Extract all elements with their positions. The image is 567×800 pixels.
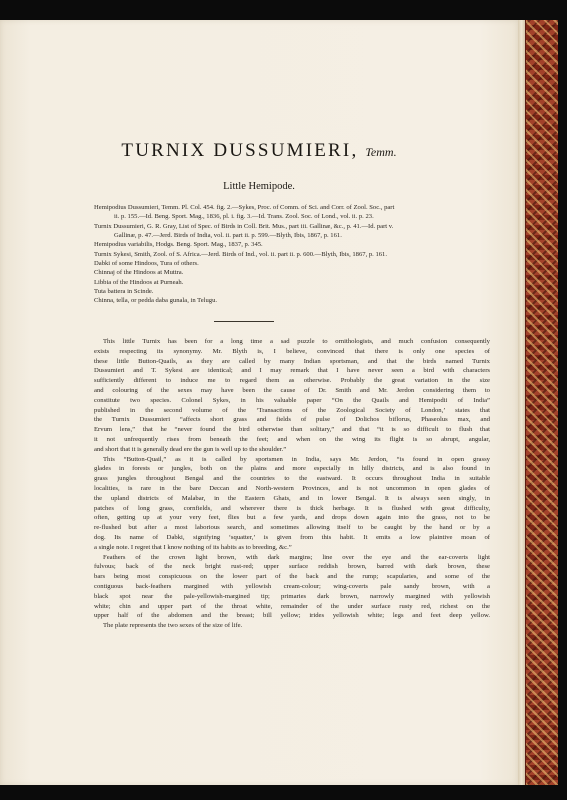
text-line: re-flushed but after a most laborious search, and sometimes allowing itself to be caught by the hand or by a — [94, 524, 490, 532]
text-line: the upland districts of Malabar, in the Eastern Ghats, and in lower Bengal. It is always seen singly, in — [94, 494, 490, 502]
section-divider — [214, 321, 274, 322]
text-line: contiguous back-feathers margined with yellowish cream-colour; wing-coverts pale sandy brown, with a — [94, 582, 490, 590]
text-line: grass jungles throughout Bengal and the countries to the eastward. It occurs throughout India in suitable — [94, 475, 490, 483]
text-line: black spot near the pale-yellowish-margined tip; primaries dark brown, narrowly margined with yellowish — [94, 592, 490, 600]
text-line: constitute two species. Colonel Sykes, in his valuable paper “On the Quails and Hemipodii of India” — [94, 396, 490, 404]
text-line: This “Button-Quail,” as it is called by sportsmen in India, says Mr. Jerdon, “is found in open grassy — [103, 455, 490, 463]
species-name: TURNIX DUSSUMIERI, — [121, 140, 359, 161]
text-line: and short that it is generally dead ere the gun is well up to the shoulder.” — [94, 445, 287, 453]
body-text — [94, 337, 490, 631]
text-line: often, getting up at your very feet, flies but a few yards, and drops down again into the grass, not to be — [94, 514, 490, 522]
synonymy-entry: Hemipodius Dussumieri, Temm. Pl. Col. 454. fig. 2.—Sykes, Proc. of Comm. of Sci. and Corr. of Zool. Soc., part — [94, 204, 395, 211]
text-line: Dussumieri and T. Sykesi are identical; and I may remark that I have never seen a bird with characters — [94, 367, 490, 375]
text-line: patches of long grass, cornfields, and wherever there is thick herbage. It is flushed with great difficulty, — [94, 504, 490, 512]
synonymy-entry: Chinna, tella, or pedda daba gunala, in Telugu. — [94, 297, 218, 305]
synonymy-entry: Libbia of the Hindoos at Purneah. — [94, 278, 184, 286]
synonymy-entry: Dabki of some Hindoos, Tura of others. — [94, 260, 199, 268]
synonymy-entry: Chinnaj of the Hindoos at Muttra. — [94, 269, 184, 277]
text-line: dog. Its name of Dabki, signifying ‘squatter,’ is given from this habit. It emits a low plaintive moan of — [94, 533, 490, 541]
text-line: sufficiently different to induce me to regard them as otherwise. Probably the great variation in the size — [94, 377, 490, 385]
text-line: bars being most conspicuous on the lower part of the back and the rump; scapularies, and some of the — [94, 573, 490, 581]
text-line: glades in forests or jungles, both on the plains and more especially in hilly districts, and is also found in — [94, 465, 490, 473]
species-author: Temm. — [365, 145, 397, 159]
marbled-cover-edge — [525, 20, 558, 785]
common-name: Little Hemipode. — [223, 181, 295, 192]
text-line: localities, is rare in the bare Deccan and North-western Provinces, and is not uncommon in open glades of — [94, 484, 490, 492]
page-edge — [518, 20, 525, 785]
synonymy-entry: Gallinæ, p. 47.—Jerd. Birds of India, vol. ii. part ii. p. 599.—Blyth, Ibis, 1867, p. 161. — [114, 232, 342, 240]
text-line: exists respecting its synonymy. Mr. Blyth is, I believe, convinced that there is only one species of — [94, 347, 490, 355]
synonymy-entry: Turnix Sykesi, Smith, Zool. of S. Africa.—Jerd. Birds of Ind., vol. ii. part ii. p. 600.—Blyth, Ibis, 1867, p. 161. — [94, 250, 387, 258]
text-line: a single note. I regret that I know nothing of its habits as to breeding, &c.” — [94, 543, 292, 551]
text-line: fulvous; back of the neck bright rust-red; upper surface reddish brown, barred with dark brown, these — [94, 563, 490, 571]
text-line: and colouring of the sexes may have been the cause of Dr. Smith and Mr. Jerdon considering them to — [94, 386, 490, 394]
page-title — [0, 140, 518, 162]
synonymy-entry: ii. p. 155.—Id. Beng. Sport. Mag., 1836, pl. i. fig. 3.—Id. Trans. Zool. Soc. of Lond., vol. ii. p. 23. — [114, 213, 374, 221]
text-line: it not unfrequently rises from beneath the feet; and when on the wing its flight is so abrupt, angular, — [94, 435, 490, 443]
text-line: The plate represents the two sexes of the size of life. — [103, 622, 243, 630]
text-line: This little Turnix has been for a long time a sad puzzle to ornithologists, and much confusion consequently — [103, 338, 490, 345]
text-line: Feathers of the crown light brown, with dark margins; line over the eye and the ear-coverts light — [103, 553, 490, 561]
text-line: Ervum lens,” that he “never found the bird otherwise than solitary,” and that “it is so difficult to flush that — [94, 426, 490, 434]
text-line: the Turnix Dussumieri “affects short grass and fields of pulse of Dolichos biflorus, Phaseolus max, and — [94, 416, 490, 424]
text-line: published in the second volume of the ‘Transactions of the Zoological Society of London,’ states that — [94, 406, 490, 414]
synonymy-list — [94, 203, 484, 306]
text-line: white; chin and upper part of the throat white, remainder of the under surface rusty red, richest on the — [94, 602, 490, 610]
text-line: upper half of the abdomen and the breast; bill yellow; irides yellowish white; legs and feet deep yellow. — [94, 612, 490, 620]
synonymy-entry: Turnix Dussumieri, G. R. Gray, List of Spec. of Birds in Coll. Brit. Mus., part iii. Gallinæ, &c., p. 41.—Id. part v. — [94, 222, 394, 230]
text-line: these little Button-Quails, as they are called by many Indian sportsman, and that the birds named Turnix — [94, 357, 490, 365]
synonymy-entry: Hemipodius variabilis, Hodgs. Beng. Sport. Mag., 1837, p. 345. — [94, 241, 263, 249]
synonymy-entry: Tuta battera in Scinde. — [94, 288, 154, 296]
